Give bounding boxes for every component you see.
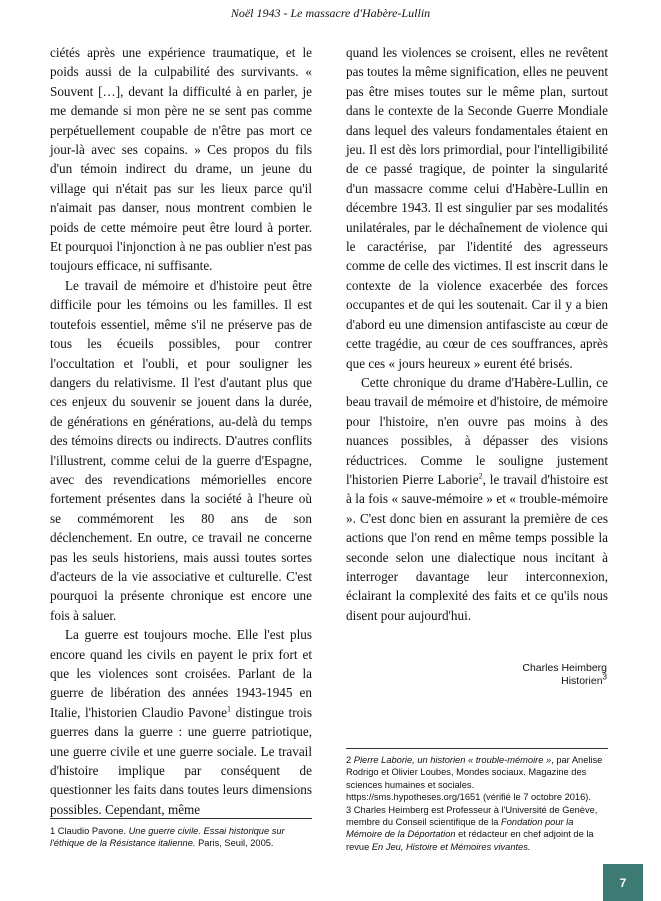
paragraph: quand les violences se croisent, elles ne revêtent pas toutes la même signification, elles ne peuvent pas être mises toutes sur le même plan, surtout dans le contexte de la Seconde Guerre Mondiale dans lequel des valeurs fondamentales étaient en jeu. Il est dès lors primordial, pour l'intelligibilité de ce passé tragique, de pointer la singularité d'un massacre comme celui d'Habère-Lullin en décembre 1943. Il est singulier par ses modalités unilatérales, par le déchaînement de violence qui le caractérise, par l'identité des agresseurs comme de celle des victimes. Il est inscrit dans le contexte de la violence exacerbée des forces occupantes et de qui les soutenait. Car il y a bien d'abord eu une dimension antifasciste au cœur de cette tragédie, au cœur de ces souffrances, après que ces « jours heureux » eurent été brisés.: [346, 45, 608, 371]
paragraph-text: , le travail d'histoire est à la fois « sauve-mémoire » et « trouble-mémoire ». C'est donc bien en assurant la première de ces actions que l'on rend en même temps possible la seconde selon une dialectique nous incitant à interroger davantage leur interconnexion, éclairant la complexité des faits et ce qu'ils nous disent pour aujourd'hui.: [346, 471, 608, 623]
footnote: 3 Charles Heimberg est Professeur à l'Université de Genève, membre du Conseil scientifique de la Fondation pour la Mémoire de la Déportation et rédacteur en chef adjoint de la revue En Jeu, Histoire et Mémoires vivantes.: [346, 804, 598, 852]
page-number: 7: [619, 875, 627, 890]
footnotes-left: [50, 825, 312, 850]
paragraph: Le travail de mémoire et d'histoire peut être difficile pour les témoins ou les familles. Il est toutefois essentiel, même s'il ne préserve pas de tous les écueils possibles, pour contrer l'occultation et l'oubli, et pour souligner les dangers du relativisme. Il l'est d'autant plus que ces enjeux du souvenir se jouent dans la durée, de générations en générations, au-delà du temps des témoins directs ou indirects. D'autres conflits l'illustrent, comme celui de la guerre d'Espagne, avec des revendications mémorielles encore fortement présentes dans la société à l'heure où se commémorent les 80 ans de son déclenchement. En outre, ce travail ne concerne pas les seuls historiens, mais aussi toutes sortes d'acteurs de la vie associative et culturelle. C'est pourquoi la présente chronique est encore une fois à saluer.: [50, 277, 312, 623]
paragraph-text: La guerre est toujours moche. Elle l'est plus encore quand les civils en payent le prix fort et que les violences sont croisées. Parlant de la guerre de libération des années 1943-1945 en Italie, l'historien Claudio Pavone: [50, 627, 312, 720]
page-number-badge: [603, 864, 643, 901]
author-name: Charles Heimberg: [522, 662, 607, 674]
signature: [346, 662, 607, 688]
running-header: Noël 1943 - Le massacre d'Habère-Lullin: [230, 6, 431, 20]
footnote-ref[interactable]: 1: [226, 704, 231, 714]
paragraph-text: Cette chronique du drame d'Habère-Lullin, ce beau travail de mémoire et d'histoire, de mémoire pour l'histoire, n'en ouvre pas moins à des nuances possibles, à dépasser des visions réductrices. Comme le souligne justement l'historien Pierre Laborie: [346, 374, 608, 487]
right-column: [346, 43, 608, 625]
paragraph: [346, 373, 608, 625]
paragraph-text: distingue trois guerres dans la guerre : une guerre patriotique, une guerre civile et une guerre sociale. Le travail d'histoire implique par conséquent de questionner les faits dans toutes leurs dimensions possibles. Cependant, même: [50, 704, 312, 817]
footnote-divider: [50, 818, 312, 819]
footnote-ref[interactable]: 2: [478, 471, 483, 481]
footnote: 2 Pierre Laborie, un historien « trouble-mémoire », par Anelise Rodrigo et Olivier Loubes, Mondes sociaux. Magazine des sciences humaines et sociales. https://sms.hypotheses.org/1651 (vérifié le 7 octobre 2016).: [346, 755, 603, 803]
footnote: 1 Claudio Pavone. Une guerre civile. Essai historique sur l'éthique de la Résistance italienne. Paris, Seuil, 2005.: [50, 826, 285, 849]
footnote-ref[interactable]: 3: [602, 672, 607, 682]
paragraph: ciétés après une expérience traumatique, et le poids aussi de la culpabilité des survivants. « Souvent […], devant la difficulté à en parler, je me demande si mon père ne se sent pas comme perpétuellement coupable de n'être pas mort ce jour-là avec ses copains. » Ces propos du fils d'un témoin indirect du drame, un jeune du village qui n'était pas sur les lieux parce qu'il n'aimait pas danser, nous montrent combien le poids de cette mémoire peut être lourd à porter. Et pourquoi l'injonction à ne pas oublier n'est pas toujours efficace, ni suffisante.: [50, 45, 312, 274]
left-column: [50, 43, 312, 819]
footnote-divider: [346, 748, 608, 749]
author-role: Historien$^3$: [561, 672, 607, 687]
paragraph: [50, 625, 312, 819]
footnotes-right: [346, 754, 608, 853]
